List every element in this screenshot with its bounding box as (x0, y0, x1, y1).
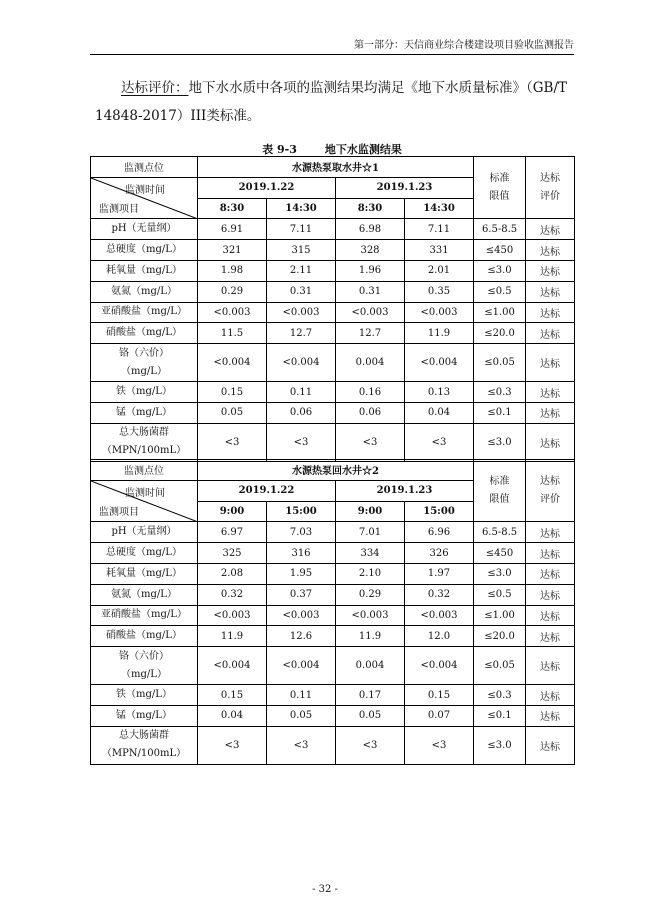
page-header: 第一部分：天信商业综合楼建设项目验收监测报告 (354, 40, 574, 51)
result-cell: 达标 (526, 302, 575, 323)
item-name-cell: 亚硝酸盐（mg/L） (91, 605, 198, 626)
limit-cell: ≤0.05 (474, 344, 526, 382)
limit-cell: ≤0.3 (474, 685, 526, 706)
limit-cell: ≤20.0 (474, 323, 526, 344)
value-cell: 0.06 (336, 402, 405, 423)
item-name-cell: 锰（mg/L） (91, 402, 198, 423)
time-cell: 14:30 (405, 198, 474, 219)
result-cell: 达标 (526, 626, 575, 647)
date-cell: 2019.1.23 (336, 480, 474, 501)
table-row (91, 323, 575, 344)
limit-cell: ≤0.3 (474, 382, 526, 403)
result-cell: 达标 (526, 605, 575, 626)
value-cell: 11.9 (405, 323, 474, 344)
value-cell: 0.004 (336, 344, 405, 382)
result-cell: 达标 (526, 584, 575, 605)
value-cell: 0.15 (198, 382, 267, 403)
limit-cell: ≤1.00 (474, 605, 526, 626)
value-cell: 11.9 (336, 626, 405, 647)
limit-cell: ≤3.0 (474, 726, 526, 764)
table-row (91, 543, 575, 564)
table-caption (90, 141, 574, 157)
time-cell: 15:00 (267, 501, 336, 522)
item-name-cell: pH（无量纲） (91, 219, 198, 240)
item-name-cell: 铁（mg/L） (91, 382, 198, 403)
item-name-cell: 铬（六价） （mg/L） (91, 344, 198, 382)
value-cell: 12.6 (267, 626, 336, 647)
value-cell: 2.01 (405, 260, 474, 281)
limit-cell: ≤0.05 (474, 647, 526, 685)
value-cell: <3 (198, 726, 267, 764)
value-cell: 7.01 (336, 522, 405, 543)
value-cell: 6.98 (336, 219, 405, 240)
value-cell: 328 (336, 240, 405, 261)
value-cell: 326 (405, 543, 474, 564)
value-cell: 7.11 (405, 219, 474, 240)
result-cell: 达标 (526, 705, 575, 726)
time-label: 监测时间 (125, 184, 165, 196)
value-cell: <0.004 (267, 344, 336, 382)
value-cell: 0.29 (198, 281, 267, 302)
time-cell: 8:30 (336, 198, 405, 219)
table-row (91, 260, 575, 281)
item-name-cell: pH（无量纲） (91, 522, 198, 543)
item-name-cell: 总硬度（mg/L） (91, 240, 198, 261)
item-name-cell: 铁（mg/L） (91, 685, 198, 706)
value-cell: 12.7 (336, 323, 405, 344)
value-cell: <0.003 (267, 302, 336, 323)
header-rule (90, 54, 574, 55)
item-name-cell: 耗氧量（mg/L） (91, 260, 198, 281)
item-name-cell: 硝酸盐（mg/L） (91, 323, 198, 344)
item-name-cell: 硝酸盐（mg/L） (91, 626, 198, 647)
limit-cell: ≤450 (474, 543, 526, 564)
value-cell: 0.37 (267, 584, 336, 605)
value-cell: 334 (336, 543, 405, 564)
value-cell: 0.32 (405, 584, 474, 605)
value-cell: 7.03 (267, 522, 336, 543)
date-cell: 2019.1.23 (336, 177, 474, 198)
value-cell: <0.004 (405, 647, 474, 685)
limit-cell: ≤3.0 (474, 260, 526, 281)
value-cell: <3 (405, 423, 474, 461)
item-label: 监测项目 (99, 204, 139, 216)
value-cell: 321 (198, 240, 267, 261)
table-row (91, 705, 575, 726)
table-row (91, 219, 575, 240)
result-cell: 达标 (526, 219, 575, 240)
value-cell: <0.004 (198, 647, 267, 685)
value-cell: <3 (336, 726, 405, 764)
value-cell: 315 (267, 240, 336, 261)
value-cell: <0.004 (198, 344, 267, 382)
value-cell: 0.11 (267, 685, 336, 706)
value-cell: 0.15 (405, 685, 474, 706)
value-cell: 316 (267, 543, 336, 564)
value-cell: 1.98 (198, 260, 267, 281)
value-cell: 11.5 (198, 323, 267, 344)
value-cell: 6.97 (198, 522, 267, 543)
limit-cell: ≤20.0 (474, 626, 526, 647)
result-cell: 达标 (526, 522, 575, 543)
value-cell: 0.32 (198, 584, 267, 605)
limit-cell: ≤0.5 (474, 281, 526, 302)
time-label: 监测时间 (125, 487, 165, 499)
table-row (91, 344, 575, 382)
time-cell: 15:00 (405, 501, 474, 522)
value-cell: <0.003 (198, 605, 267, 626)
date-cell: 2019.1.22 (198, 480, 336, 501)
limit-cell: ≤0.5 (474, 584, 526, 605)
value-cell: <3 (336, 423, 405, 461)
item-name-cell: 总大肠菌群 （MPN/100mL） (91, 423, 198, 461)
limit-cell: 6.5-8.5 (474, 219, 526, 240)
limit-cell: ≤3.0 (474, 423, 526, 461)
value-cell: 0.06 (267, 402, 336, 423)
table-row (91, 522, 575, 543)
value-cell: 6.96 (405, 522, 474, 543)
value-cell: 0.17 (336, 685, 405, 706)
value-cell: 12.0 (405, 626, 474, 647)
date-cell: 2019.1.22 (198, 177, 336, 198)
item-label: 监测项目 (99, 507, 139, 519)
value-cell: <3 (198, 423, 267, 461)
value-cell: <0.003 (405, 302, 474, 323)
standard-limit-header: 标准 限值 (474, 157, 526, 219)
value-cell: 12.7 (267, 323, 336, 344)
value-cell: 0.04 (405, 402, 474, 423)
value-cell: 2.08 (198, 563, 267, 584)
value-cell: 1.96 (336, 260, 405, 281)
table-row (91, 423, 575, 461)
table-row (91, 302, 575, 323)
item-name-cell: 铬（六价） （mg/L） (91, 647, 198, 685)
value-cell: 0.13 (405, 382, 474, 403)
value-cell: <0.003 (267, 605, 336, 626)
value-cell: 7.11 (267, 219, 336, 240)
evaluation-header: 达标 评价 (526, 157, 575, 219)
value-cell: <3 (267, 726, 336, 764)
table-row (91, 402, 575, 423)
result-cell: 达标 (526, 260, 575, 281)
site-label-cell: 监测点位 (91, 460, 198, 481)
value-cell: 0.35 (405, 281, 474, 302)
page-number: - 32 - (312, 884, 338, 895)
value-cell: 1.97 (405, 563, 474, 584)
value-cell: <0.003 (198, 302, 267, 323)
value-cell: 0.07 (405, 705, 474, 726)
value-cell: 0.11 (267, 382, 336, 403)
value-cell: 0.31 (336, 281, 405, 302)
value-cell: 0.05 (198, 402, 267, 423)
result-cell: 达标 (526, 543, 575, 564)
item-name-cell: 耗氧量（mg/L） (91, 563, 198, 584)
limit-cell: ≤0.1 (474, 705, 526, 726)
table-row (91, 605, 575, 626)
value-cell: <0.004 (405, 344, 474, 382)
value-cell: 2.10 (336, 563, 405, 584)
value-cell: 0.16 (336, 382, 405, 403)
evaluation-lead: 达标评价： (121, 80, 189, 96)
item-name-cell: 总大肠菌群 （MPN/100mL） (91, 726, 198, 764)
item-name-cell: 氨氮（mg/L） (91, 584, 198, 605)
result-cell: 达标 (526, 423, 575, 461)
value-cell: 0.004 (336, 647, 405, 685)
value-cell: <0.003 (405, 605, 474, 626)
time-cell: 9:00 (336, 501, 405, 522)
caption-number: 表 9-3 (262, 143, 297, 156)
site-label-cell: 监测点位 (91, 157, 198, 178)
limit-cell: ≤3.0 (474, 563, 526, 584)
evaluation-paragraph (95, 74, 579, 130)
table-row (91, 382, 575, 403)
value-cell: 331 (405, 240, 474, 261)
result-cell: 达标 (526, 402, 575, 423)
value-cell: 1.95 (267, 563, 336, 584)
result-cell: 达标 (526, 344, 575, 382)
item-name-cell: 锰（mg/L） (91, 705, 198, 726)
table-row (91, 584, 575, 605)
table-row (91, 281, 575, 302)
value-cell: 0.29 (336, 584, 405, 605)
limit-cell: ≤450 (474, 240, 526, 261)
item-name-cell: 氨氮（mg/L） (91, 281, 198, 302)
value-cell: 0.04 (198, 705, 267, 726)
item-name-cell: 亚硝酸盐（mg/L） (91, 302, 198, 323)
site-name-cell: 水源热泵取水井☆1 (198, 157, 474, 178)
value-cell: <0.003 (336, 605, 405, 626)
value-cell: <3 (267, 423, 336, 461)
item-name-cell: 总硬度（mg/L） (91, 543, 198, 564)
value-cell: 2.11 (267, 260, 336, 281)
limit-cell: ≤0.1 (474, 402, 526, 423)
table-row (91, 726, 575, 764)
table-row (91, 647, 575, 685)
value-cell: 0.31 (267, 281, 336, 302)
result-cell: 达标 (526, 685, 575, 706)
evaluation-header: 达标 评价 (526, 460, 575, 522)
value-cell: 0.05 (336, 705, 405, 726)
monitoring-table-1 (90, 156, 575, 462)
value-cell: <0.004 (267, 647, 336, 685)
result-cell: 达标 (526, 323, 575, 344)
result-cell: 达标 (526, 726, 575, 764)
limit-cell: ≤1.00 (474, 302, 526, 323)
time-cell: 8:30 (198, 198, 267, 219)
diagonal-header-cell (91, 480, 198, 522)
result-cell: 达标 (526, 240, 575, 261)
limit-cell: 6.5-8.5 (474, 522, 526, 543)
evaluation-text: 地下水水质中各项的监测结果均满足《地下水质量标准》（GB/T 14848-2017）III类标准。 (95, 80, 568, 124)
caption-title: 地下水监测结果 (324, 143, 402, 156)
table-row (91, 563, 575, 584)
result-cell: 达标 (526, 647, 575, 685)
value-cell: 6.91 (198, 219, 267, 240)
diagonal-header-cell (91, 177, 198, 219)
value-cell: <3 (405, 726, 474, 764)
value-cell: 0.05 (267, 705, 336, 726)
table-row (91, 240, 575, 261)
time-cell: 14:30 (267, 198, 336, 219)
table-row (91, 685, 575, 706)
result-cell: 达标 (526, 382, 575, 403)
result-cell: 达标 (526, 563, 575, 584)
value-cell: 325 (198, 543, 267, 564)
time-cell: 9:00 (198, 501, 267, 522)
monitoring-table-2 (90, 459, 575, 765)
table-row (91, 626, 575, 647)
value-cell: 11.9 (198, 626, 267, 647)
site-name-cell: 水源热泵回水井☆2 (198, 460, 474, 481)
standard-limit-header: 标准 限值 (474, 460, 526, 522)
value-cell: <0.003 (336, 302, 405, 323)
value-cell: 0.15 (198, 685, 267, 706)
result-cell: 达标 (526, 281, 575, 302)
